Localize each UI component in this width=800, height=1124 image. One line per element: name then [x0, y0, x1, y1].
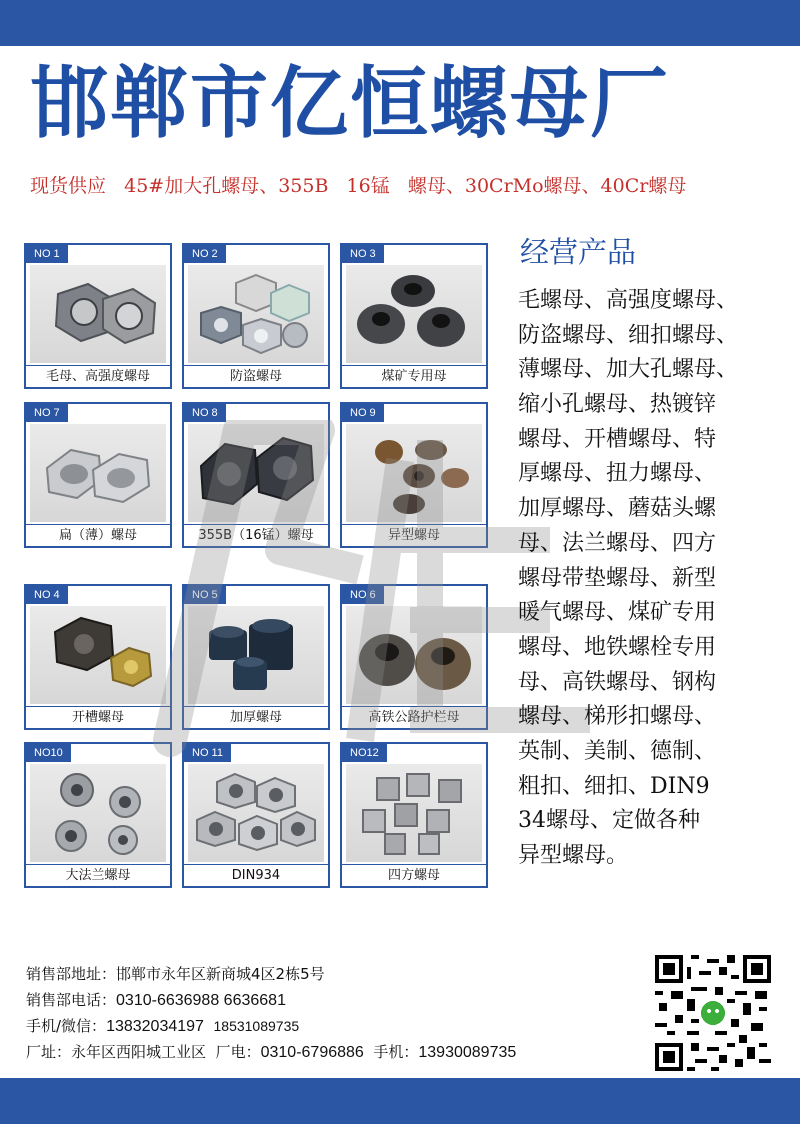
business-line: 英制、美制、德制、 — [518, 738, 717, 764]
product-label: DIN934 — [184, 864, 328, 886]
product-photo-din934-nuts — [188, 764, 324, 862]
product-card[interactable] — [340, 402, 488, 548]
product-photo-thick-nuts — [188, 606, 324, 704]
product-card[interactable] — [340, 584, 488, 730]
page-title: 邯郸市亿恒螺母厂 — [30, 59, 671, 149]
product-photo-anti-theft-nuts — [188, 265, 324, 363]
product-label: 355B（16锰）螺母 — [184, 524, 328, 546]
product-card[interactable] — [182, 243, 330, 389]
product-number: NO 8 — [184, 404, 226, 422]
sales-phone-label: 销售部电话： — [26, 991, 117, 1009]
business-line: 螺母带垫螺母、新型 — [518, 565, 717, 591]
business-line: 34螺母、定做各种 — [518, 808, 700, 834]
product-label: 防盗螺母 — [184, 365, 328, 387]
product-number: NO10 — [26, 744, 71, 762]
business-line: 防盗螺母、细扣螺母、 — [518, 322, 739, 348]
mobile-row — [26, 1014, 666, 1038]
product-card[interactable] — [24, 742, 172, 888]
product-label: 加厚螺母 — [184, 706, 328, 728]
mobile-number-2[interactable]: 18531089735 — [213, 1018, 300, 1034]
factory-row — [26, 1040, 666, 1064]
subtitle-stock-supply: 现货供应 45#加大孔螺母、355B 16锰 螺母、30CrMo螺母、40Cr螺母 — [30, 175, 687, 197]
sales-address-label: 销售部地址： — [26, 965, 117, 983]
business-heading: 经营产品 — [520, 235, 637, 269]
product-number: NO 3 — [342, 245, 384, 263]
product-label: 异型螺母 — [342, 524, 486, 546]
product-photo-flange-nuts — [30, 764, 166, 862]
product-card[interactable] — [182, 402, 330, 548]
product-label: 大法兰螺母 — [26, 864, 170, 886]
product-photo-hex-nuts — [30, 265, 166, 363]
product-number: NO 5 — [184, 586, 226, 604]
business-line: 缩小孔螺母、热镀锌 — [518, 392, 717, 418]
product-photo-guardrail-nuts — [346, 606, 482, 704]
sales-address: 邯郸市永年区新商城4区2栋5号 — [116, 965, 325, 983]
business-line: 母、高铁螺母、钢构 — [518, 669, 717, 695]
product-card[interactable] — [182, 584, 330, 730]
product-number: NO 11 — [184, 744, 231, 762]
factory-mobile-label: 手机： — [373, 1043, 419, 1061]
product-photo-355b-nuts — [188, 424, 324, 522]
product-card[interactable] — [24, 243, 172, 389]
business-line: 异型螺母。 — [518, 843, 629, 868]
factory-mobile[interactable]: 13930089735 — [418, 1044, 517, 1061]
product-number: NO 6 — [342, 586, 384, 604]
product-card[interactable] — [24, 584, 172, 730]
product-number: NO 9 — [342, 404, 384, 422]
sales-phone[interactable]: 0310-6636988 6636681 — [116, 992, 286, 1009]
product-label: 煤矿专用母 — [342, 365, 486, 387]
product-photo-slotted-nuts — [30, 606, 166, 704]
business-line: 螺母、开槽螺母、特 — [518, 426, 717, 452]
mobile-number-1[interactable]: 13832034197 — [106, 1018, 204, 1035]
product-card[interactable] — [24, 402, 172, 548]
business-product-list — [518, 284, 784, 904]
business-line: 加厚螺母、蘑菇头螺 — [518, 496, 717, 522]
factory-phone-label: 厂电： — [215, 1043, 261, 1061]
business-line: 厚螺母、扭力螺母、 — [518, 461, 717, 487]
business-line: 母、法兰螺母、四方 — [518, 530, 717, 556]
sales-phone-row — [26, 988, 666, 1012]
product-label: 四方螺母 — [342, 864, 486, 886]
product-card[interactable] — [340, 742, 488, 888]
product-card[interactable] — [340, 243, 488, 389]
product-number: NO12 — [342, 744, 387, 762]
product-number: NO 7 — [26, 404, 68, 422]
product-number: NO 2 — [184, 245, 226, 263]
business-line: 螺母、地铁螺栓专用 — [518, 634, 717, 660]
business-line: 粗扣、细扣、DIN9 — [518, 773, 710, 799]
product-number: NO 1 — [26, 245, 68, 263]
mobile-label: 手机/微信： — [26, 1017, 107, 1035]
product-photo-mining-nuts — [346, 265, 482, 363]
product-label: 高铁公路护栏母 — [342, 706, 486, 728]
bottom-banner-bar — [0, 1078, 800, 1124]
product-photo-square-nuts — [346, 764, 482, 862]
product-label: 扁（薄）螺母 — [26, 524, 170, 546]
product-card[interactable] — [182, 742, 330, 888]
product-label: 毛母、高强度螺母 — [26, 365, 170, 387]
product-number: NO 4 — [26, 586, 68, 604]
factory-label: 厂址： — [26, 1043, 72, 1061]
business-line: 螺母、梯形扣螺母、 — [518, 704, 717, 730]
product-label: 开槽螺母 — [26, 706, 170, 728]
factory-phone[interactable]: 0310-6796886 — [260, 1044, 364, 1061]
product-photo-thin-nuts — [30, 424, 166, 522]
product-photo-special-nuts — [346, 424, 482, 522]
business-line: 薄螺母、加大孔螺母、 — [518, 357, 739, 383]
factory-address: 永年区西阳城工业区 — [71, 1043, 207, 1061]
wechat-qr-code[interactable] — [655, 955, 771, 1071]
top-banner-bar — [0, 0, 800, 46]
business-line: 暖气螺母、煤矿专用 — [518, 600, 717, 626]
business-line: 毛螺母、高强度螺母、 — [518, 288, 739, 313]
sales-address-row — [26, 962, 666, 986]
